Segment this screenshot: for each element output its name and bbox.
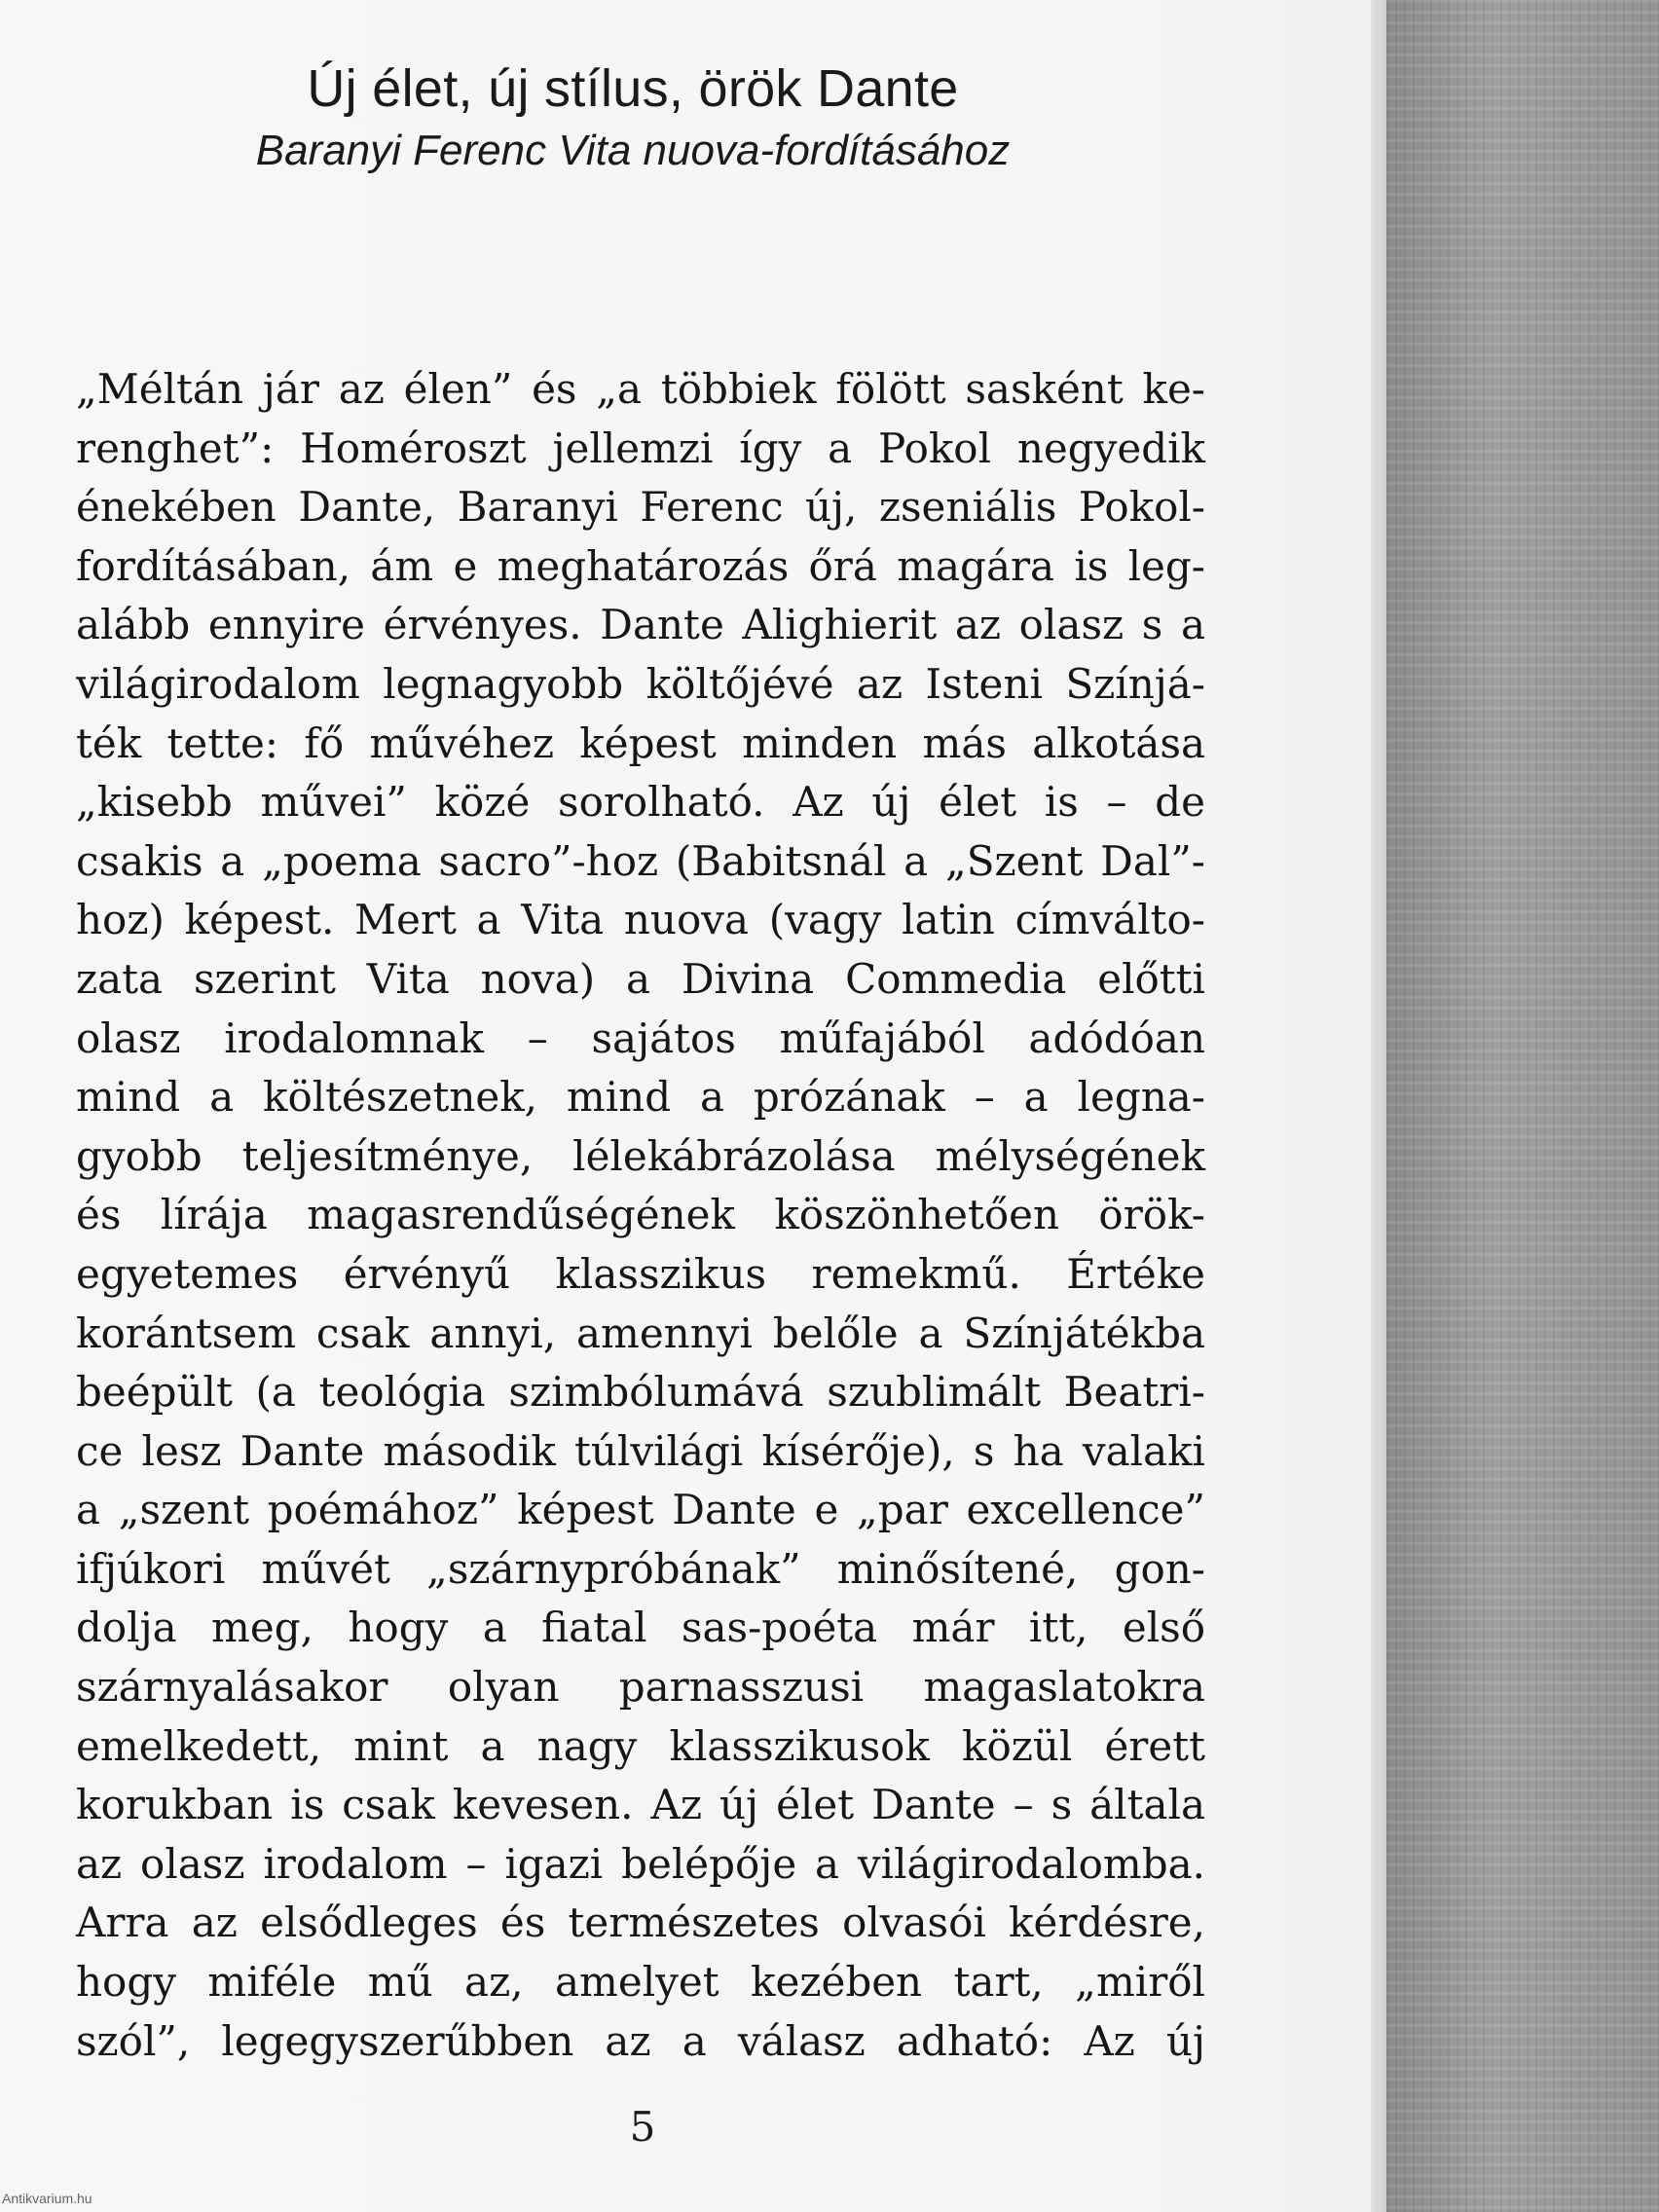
text-line: korántsem csak annyi, amennyi belőle a Színjátékba (76, 1309, 1205, 1357)
text-line: „Méltán jár az élen” és „a többiek fölött sasként ke- (76, 365, 1205, 413)
text-line: beépült (a teológia szimbólumává szublimált Beatri- (76, 1368, 1205, 1417)
text-line: ték tette: fő művéhez képest minden más alkotása (76, 719, 1205, 767)
text-line: és lírája magasrendűségének köszönhetően örök- (76, 1191, 1205, 1239)
text-line: emelkedett, mint a nagy klasszikusok közül érett (76, 1721, 1205, 1770)
text-line: fordításában, ám e meghatározás őrá magára is leg- (76, 541, 1205, 590)
text-line: Arra az elsődleges és természetes olvasói kérdésre, (76, 1899, 1205, 1947)
text-line: szól”, legegyszerűbben az a válasz adható: Az új (76, 2016, 1205, 2065)
text-line: énekében Dante, Baranyi Ferenc új, zseniális Pokol- (76, 483, 1205, 532)
background-surface (1386, 0, 1659, 2212)
watermark: Antikvarium.hu (2, 2191, 92, 2206)
text-line: a „szent poémához” képest Dante e „par excellence” (76, 1486, 1205, 1534)
body-text (76, 360, 1205, 2071)
text-line: ce lesz Dante második túlvilági kísérője), s ha valaki (76, 1426, 1205, 1475)
text-line: szárnyalásakor olyan parnasszusi magaslatokra (76, 1663, 1205, 1712)
text-line: egyetemes érvényű klasszikus remekmű. Értéke (76, 1249, 1205, 1298)
page-number: 5 (629, 2103, 656, 2151)
page-title: Új élet, új stílus, örök Dante (307, 59, 959, 118)
text-line: az olasz irodalom – igazi belépője a világirodalomba. (76, 1839, 1205, 1888)
text-line: hoz) képest. Mert a Vita nuova (vagy latin címválto- (76, 896, 1205, 944)
text-line: csakis a „poema sacro”-hoz (Babitsnál a „Szent Dal”- (76, 836, 1205, 885)
text-line: zata szerint Vita nova) a Divina Commedia előtti (76, 954, 1205, 1003)
text-line: olasz irodalomnak – sajátos műfajából adódóan (76, 1014, 1205, 1062)
text-line: korukban is csak kevesen. Az új élet Dante – s általa (76, 1781, 1205, 1829)
text-line: ifjúkori művét „szárnypróbának” minősítené, gon- (76, 1544, 1205, 1593)
text-line: „kisebb művei” közé sorolható. Az új élet is – de (76, 778, 1205, 827)
page-edge (1371, 0, 1386, 2212)
text-line: dolja meg, hogy a fiatal sas-poéta már itt, első (76, 1604, 1205, 1652)
text-line: gyobb teljesítménye, lélekábrázolása mélységének (76, 1131, 1205, 1180)
text-line: renghet”: Homéroszt jellemzi így a Pokol negyedik (76, 424, 1205, 472)
text-line: alább ennyire érvényes. Dante Alighierit az olasz s a (76, 601, 1205, 649)
text-line: mind a költészetnek, mind a prózának – a legna- (76, 1073, 1205, 1122)
text-line: világirodalom legnagyobb költőjévé az Isteni Színjá- (76, 659, 1205, 708)
page-subtitle: Baranyi Ferenc Vita nuova-fordításához (255, 127, 1011, 174)
text-line: hogy miféle mű az, amelyet kezében tart, „miről (76, 1958, 1205, 2007)
